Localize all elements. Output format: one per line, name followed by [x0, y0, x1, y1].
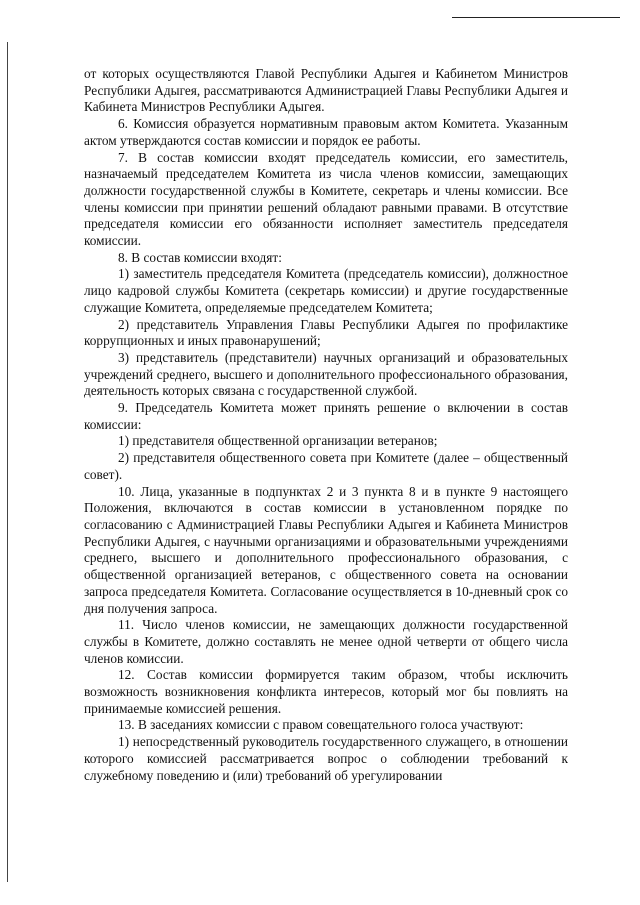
- subitem-8-2: 2) представитель Управления Главы Республики Адыгея по профилактике коррупционных и иных правонарушений;: [84, 316, 568, 349]
- paragraph-item-9: 9. Председатель Комитета может принять решение о включении в состав комиссии:: [84, 400, 568, 432]
- subitem-9-1: 1) представителя общественной организации ветеранов;: [118, 433, 438, 449]
- document-page: [84, 66, 568, 784]
- paragraph-item-13: 13. В заседаниях комиссии с правом совещательного голоса участвуют:: [118, 717, 524, 733]
- paragraph-continuation: от которых осуществляются Главой Республики Адыгея и Кабинетом Министров Республики Адыгея, рассматриваются Администрацией Главы Республики Адыгея и Кабинета Министров Республики Адыгея.: [84, 66, 568, 115]
- paragraph-item-10: 10. Лица, указанные в подпунктах 2 и 3 пункта 8 и в пункте 9 настоящего Положения, включаются в состав комиссии в установленном порядке по согласованию с Администрацией Главы Республики Адыгея и Кабинета Министров Республики Адыгея, с научными организациями и образовательными учреждениями среднего, высшего и дополнительного профессионального образования, с общественной организацией ветеранов, с общественного совета на основании запроса председателя Комитета. Согласование осуществляется в 10-дневный срок со дня получения запроса.: [84, 483, 568, 616]
- subitem-9-2: 2) представителя общественного совета при Комитете (далее – общественный совет).: [84, 450, 568, 482]
- paragraph-item-12: 12. Состав комиссии формируется таким образом, чтобы исключить возможность возникновения конфликта интересов, который мог бы повлиять на принимаемые комиссией решения.: [84, 667, 568, 716]
- paragraph-item-8: 8. В состав комиссии входят:: [118, 249, 282, 265]
- paragraph-item-11: 11. Число членов комиссии, не замещающих должности государственной службы в Комитете, должно составлять не менее одной четверти от общего числа членов комиссии.: [84, 617, 568, 666]
- scan-edge-line-left: [7, 42, 8, 882]
- paragraph-item-6: 6. Комиссия образуется нормативным правовым актом Комитета. Указанным актом утверждаются состав комиссии и порядок ее работы.: [84, 116, 568, 148]
- subitem-13-1: 1) непосредственный руководитель государственного служащего, в отношении которого комиссией рассматривается вопрос о соблюдении требований к служебному поведению и (или) требований об урегулировании: [84, 734, 568, 783]
- subitem-8-1: 1) заместитель председателя Комитета (председатель комиссии), должностное лицо кадровой службы Комитета (секретарь комиссии) и другие государственные служащие Комитета, определяемые председателем Комитета;: [84, 266, 568, 315]
- subitem-8-3: 3) представитель (представители) научных организаций и образовательных учреждений среднего, высшего и дополнительного профессионального образования, деятельность которых связана с государственной службой.: [84, 349, 568, 399]
- scan-edge-line-top: [452, 17, 620, 18]
- paragraph-item-7: 7. В состав комиссии входят председатель комиссии, его заместитель, назначаемый председателем Комитета из числа членов комиссии, замещающих должности государственной службы в Комитете, секретарь и члены комиссии. Все члены комиссии при принятии решений обладают равными правами. В отсутствие председателя комиссии его обязанности исполняет заместитель председателя комиссии.: [84, 149, 568, 249]
